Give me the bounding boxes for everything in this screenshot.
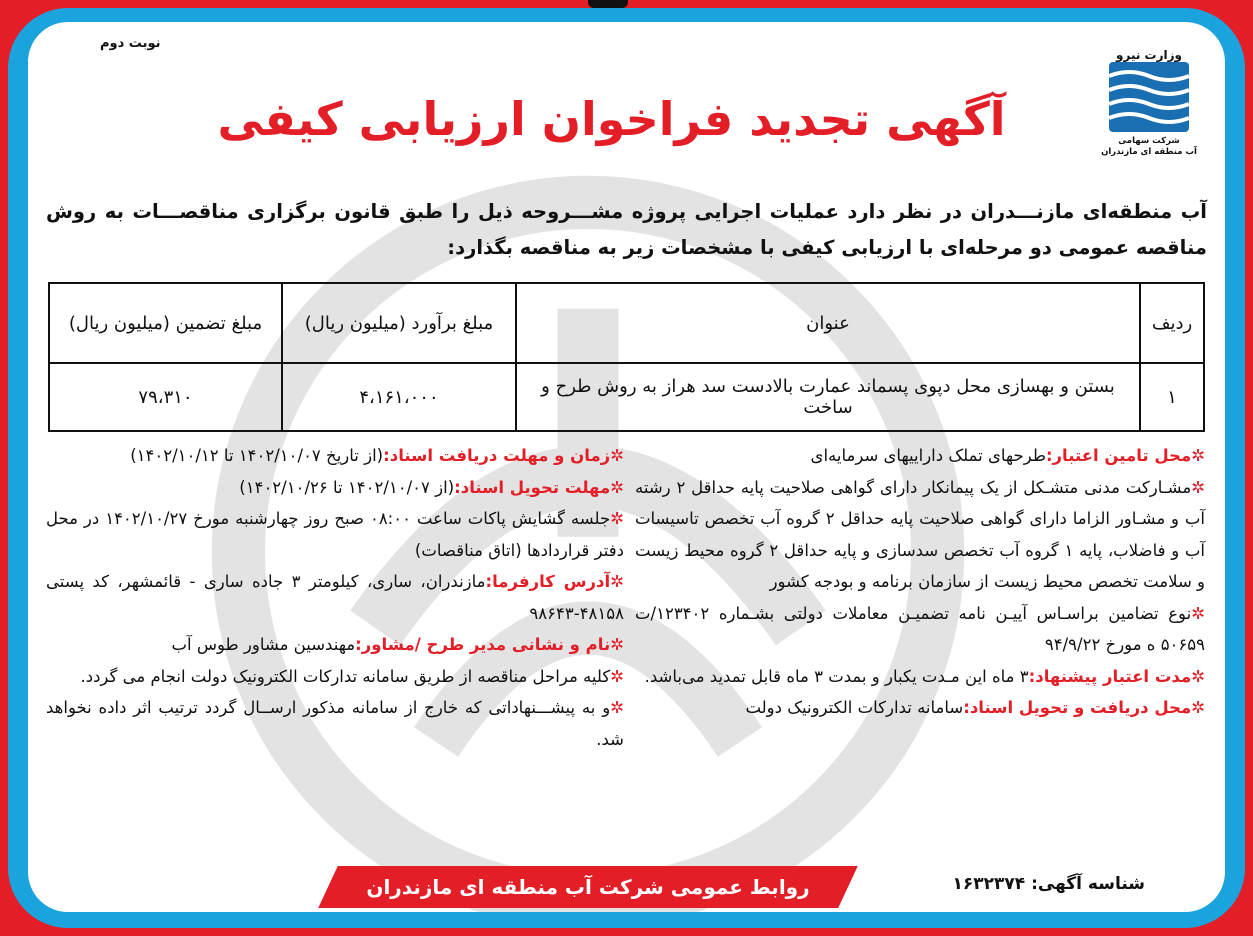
consultant-value: مهندسین مشاور طوس آب bbox=[171, 635, 356, 654]
star-bullet-icon: ✲ bbox=[610, 477, 624, 497]
company-line-2: آب منطقه ای مازندران bbox=[1101, 147, 1197, 157]
receive-value: (از تاریخ ۱۴۰۲/۱۰/۰۷ تا ۱۴۰۲/۱۰/۱۲) bbox=[130, 446, 384, 465]
submit-label: مهلت تحویل اسناد: bbox=[454, 477, 611, 497]
stages-item bbox=[46, 661, 624, 693]
left-column bbox=[46, 440, 624, 755]
table-header-row bbox=[49, 283, 1204, 363]
receive-label: زمان و مهلت دریافت اسناد: bbox=[383, 446, 611, 465]
outside-text: و به پیشـــنهاداتی که خارج از سامانه مذکور ارســال گردد ترتیب اثر داده نخواهد شد. bbox=[46, 698, 624, 749]
cell-title: بستن و بهسازی محل دپوی پسماند عمارت بالادست سد هراز به روش طرح و ساخت bbox=[516, 363, 1140, 431]
star-bullet-icon: ✲ bbox=[610, 509, 624, 528]
submit-item bbox=[46, 472, 624, 504]
col-title: عنوان bbox=[516, 283, 1140, 363]
ad-panel bbox=[28, 22, 1225, 912]
star-bullet-icon: ✲ bbox=[1191, 666, 1205, 686]
star-bullet-icon: ✲ bbox=[1191, 446, 1205, 465]
company-line-1: شرکت سهامی bbox=[1118, 136, 1180, 146]
consultant-label: نام و نشانی مدیر طرح /مشاور: bbox=[355, 635, 611, 654]
star-bullet-icon: ✲ bbox=[1191, 477, 1205, 497]
star-bullet-icon: ✲ bbox=[610, 666, 624, 686]
public-relations-label: روابط عمومی شرکت آب منطقه ای مازندران bbox=[366, 875, 810, 899]
consultant-item bbox=[46, 629, 624, 661]
guarantee-text: نوع تضامین براسـاس آییـن نامه تضمیـن معاملات دولتی بشـماره ۱۲۳۴۰۲/ت ۵۰۶۵۹ ه مورخ ۹۴/۹/۲۲ bbox=[635, 603, 1205, 654]
cell-guarantee: ۷۹،۳۱۰ bbox=[49, 363, 282, 431]
col-guarantee: مبلغ تضمین (میلیون ریال) bbox=[49, 283, 282, 363]
table-row bbox=[49, 363, 1204, 431]
star-bullet-icon: ✲ bbox=[610, 446, 624, 465]
tender-table bbox=[48, 282, 1205, 432]
validity-label: مدت اعتبار پیشنهاد: bbox=[1028, 666, 1192, 686]
submit-value: (از ۱۴۰۲/۱۰/۰۷ تا ۱۴۰۲/۱۰/۲۶) bbox=[239, 477, 455, 497]
star-bullet-icon: ✲ bbox=[610, 698, 624, 717]
partnership-item bbox=[635, 472, 1205, 598]
footer bbox=[28, 862, 1225, 912]
col-row-number: ردیف bbox=[1140, 283, 1204, 363]
star-bullet-icon: ✲ bbox=[610, 572, 624, 591]
delivery-value: سامانه تدارکات الکترونیک دولت bbox=[745, 698, 964, 717]
delivery-item bbox=[635, 692, 1205, 724]
opening-text: جلسه گشایش پاکات ساعت ۰۸:۰۰ صبح روز چهارشنبه مورخ ۱۴۰۲/۱۰/۲۷ در محل دفتر قراردادها (اتاق مناقصات) bbox=[46, 509, 624, 560]
opening-item bbox=[46, 503, 624, 566]
ad-title: آگهی تجدید فراخوان ارزیابی کیفی bbox=[217, 92, 1006, 146]
star-bullet-icon: ✲ bbox=[1191, 603, 1205, 623]
cell-row-number: ۱ bbox=[1140, 363, 1204, 431]
validity-item bbox=[635, 661, 1205, 693]
address-item bbox=[46, 566, 624, 629]
star-bullet-icon: ✲ bbox=[1191, 698, 1205, 717]
funding-item bbox=[635, 440, 1205, 472]
address-label: آدرس کارفرما: bbox=[485, 572, 611, 591]
top-notch bbox=[588, 0, 628, 8]
ministry-logo bbox=[1089, 48, 1209, 158]
address-value: مازندران، ساری، کیلومتر ۳ جاده ساری - قائمشهر، کد پستی ۴۸۱۵۸-۹۸۶۴۳ bbox=[46, 572, 624, 623]
insertion-number: نوبت دوم bbox=[100, 36, 161, 51]
ministry-name: وزارت نیرو bbox=[1116, 48, 1182, 62]
intro-paragraph: آب منطقه‌ای مازنـــدران در نظر دارد عملیات اجرایی پروژه مشـــروحه ذیل را طبق قانون برگزاری مناقصـــات به روش مناقصه عمومی دو مرحله‌ای با ارزیابی کیفی با مشخصات زیر به مناقصه بگذارد: bbox=[46, 200, 1207, 259]
funding-value: طرحهای تملک داراییهای سرمایه‌ای bbox=[810, 446, 1046, 465]
outside-item bbox=[46, 692, 624, 755]
partnership-text: مشـارکت مدنی متشـکل از یک پیمانکار دارای گواهی صلاحیت پایه حداقل ۲ رشته آب و مشـاور الزاما دارای گواهی صلاحیت پایه حداقل ۲ گروه آب تخصص تاسیسات آب و فاضلاب، پایه ۱ گروه آب تخصص سدسازی و پایه حداقل ۲ گروه محیط زیست و سلامت تخصص محیط زیست از سازمان برنامه و بودجه کشور bbox=[635, 477, 1206, 591]
ad-id: شناسه آگهی: ۱۶۳۲۳۷۴ bbox=[952, 874, 1145, 894]
star-bullet-icon: ✲ bbox=[610, 635, 624, 654]
validity-value: ۳ ماه این مـدت یکبار و بمدت ۳ ماه قابل تمدید می‌باشد. bbox=[644, 666, 1029, 686]
receive-item bbox=[46, 440, 624, 472]
funding-label: محل تامین اعتبار: bbox=[1045, 446, 1192, 465]
water-wave-logo-icon bbox=[1109, 62, 1189, 132]
right-column bbox=[635, 440, 1205, 724]
delivery-label: محل دریافت و تحویل اسناد: bbox=[963, 698, 1192, 717]
guarantee-item bbox=[635, 598, 1205, 661]
col-estimate: مبلغ برآورد (میلیون ریال) bbox=[282, 283, 516, 363]
cell-estimate: ۴،۱۶۱،۰۰۰ bbox=[282, 363, 516, 431]
stages-text: کلیه مراحل مناقصه از طریق سامانه تدارکات الکترونیک دولت انجام می گردد. bbox=[80, 666, 611, 686]
